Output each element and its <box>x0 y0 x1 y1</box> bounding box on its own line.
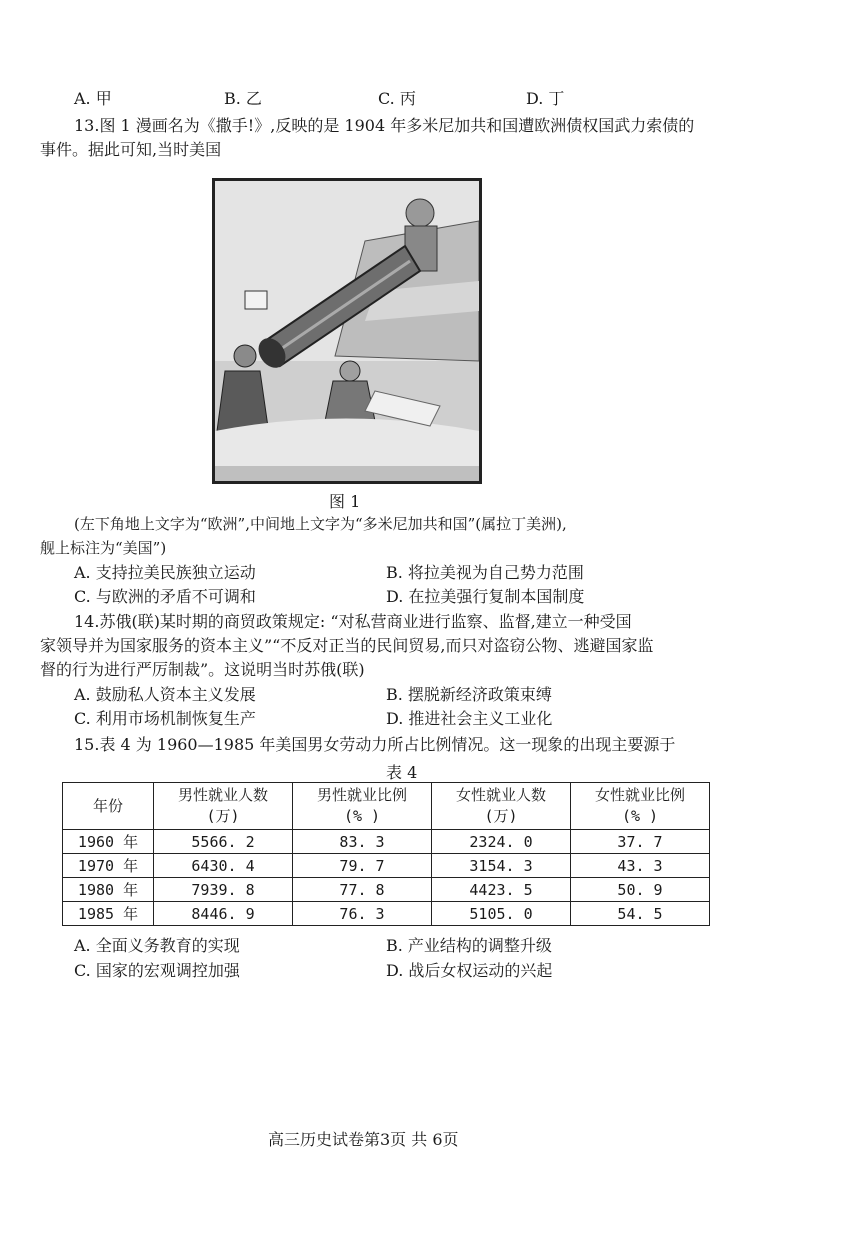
q12-option-c: C. 丙 <box>378 89 416 108</box>
q14-option-c: C. 利用市场机制恢复生产 <box>74 709 256 728</box>
table-cell: 1980 年 <box>63 878 154 902</box>
table-row <box>63 830 710 854</box>
figure-1-label: 图 1 <box>329 492 361 511</box>
table-row <box>63 902 710 926</box>
table-cell: 8446. 9 <box>154 902 293 926</box>
q12-option-a: A. 甲 <box>74 89 112 108</box>
header-female-ratio: 女性就业比例 (% ) <box>571 783 710 830</box>
table-4-title: 表 4 <box>386 763 418 782</box>
table-row <box>63 854 710 878</box>
q14-option-a: A. 鼓励私人资本主义发展 <box>74 685 256 704</box>
q15-option-d: D. 战后女权运动的兴起 <box>386 961 553 980</box>
header-male-ratio: 男性就业比例 (% ) <box>293 783 432 830</box>
table-cell: 5105. 0 <box>432 902 571 926</box>
q14-stem-line1: 14.苏俄(联)某时期的商贸政策规定: “对私营商业进行监察、监督,建立一种受国 <box>74 612 632 631</box>
table-cell: 76. 3 <box>293 902 432 926</box>
q14-option-b: B. 摆脱新经济政策束缚 <box>386 685 552 704</box>
table-cell: 1970 年 <box>63 854 154 878</box>
table-cell: 77. 8 <box>293 878 432 902</box>
q14-stem-line2: 家领导并为国家服务的资本主义”“不反对正当的民间贸易,而只对盗窃公物、逃避国家监 <box>40 636 654 655</box>
table-cell: 6430. 4 <box>154 854 293 878</box>
q13-stem-line2: 事件。据此可知,当时美国 <box>40 140 222 159</box>
q13-caption-line1: (左下角地上文字为“欧洲”,中间地上文字为“多米尼加共和国”(属拉丁美洲), <box>74 515 567 533</box>
q13-caption-line2: 舰上标注为“美国”) <box>40 539 167 557</box>
q13-stem-line1: 13.图 1 漫画名为《撒手!》,反映的是 1904 年多米尼加共和国遭欧洲债权国武力索债的 <box>74 116 695 135</box>
header-female-count: 女性就业人数 (万) <box>432 783 571 830</box>
q15-stem: 15.表 4 为 1960—1985 年美国男女劳动力所占比例情况。这一现象的出现主要源于 <box>74 735 676 754</box>
table-cell: 83. 3 <box>293 830 432 854</box>
table-cell: 1985 年 <box>63 902 154 926</box>
table-cell: 7939. 8 <box>154 878 293 902</box>
table-cell: 1960 年 <box>63 830 154 854</box>
table-cell: 2324. 0 <box>432 830 571 854</box>
q12-option-d: D. 丁 <box>526 89 565 108</box>
table-cell: 4423. 5 <box>432 878 571 902</box>
cartoon-figure-1 <box>212 178 482 484</box>
q13-option-d: D. 在拉美强行复制本国制度 <box>386 587 585 606</box>
table-cell: 54. 5 <box>571 902 710 926</box>
q15-option-a: A. 全面义务教育的实现 <box>74 936 240 955</box>
table-row <box>63 878 710 902</box>
table-cell: 79. 7 <box>293 854 432 878</box>
header-male-count: 男性就业人数 (万) <box>154 783 293 830</box>
q12-option-b: B. 乙 <box>224 89 262 108</box>
table-cell: 50. 9 <box>571 878 710 902</box>
q13-option-a: A. 支持拉美民族独立运动 <box>74 563 256 582</box>
table-cell: 5566. 2 <box>154 830 293 854</box>
table-cell: 37. 7 <box>571 830 710 854</box>
q15-option-b: B. 产业结构的调整升级 <box>386 936 552 955</box>
q14-option-d: D. 推进社会主义工业化 <box>386 709 553 728</box>
table-4 <box>62 782 710 926</box>
q13-option-b: B. 将拉美视为自己势力范围 <box>386 563 584 582</box>
table-header-row <box>63 783 710 830</box>
header-year: 年份 <box>63 783 154 830</box>
table-cell: 43. 3 <box>571 854 710 878</box>
cartoon-illustration <box>215 181 479 481</box>
page-footer: 高三历史试卷第3页 共 6页 <box>268 1130 459 1149</box>
q15-option-c: C. 国家的宏观调控加强 <box>74 961 240 980</box>
table-cell: 3154. 3 <box>432 854 571 878</box>
q13-option-c: C. 与欧洲的矛盾不可调和 <box>74 587 256 606</box>
q14-stem-line3: 督的行为进行严厉制裁”。这说明当时苏俄(联) <box>40 660 365 679</box>
